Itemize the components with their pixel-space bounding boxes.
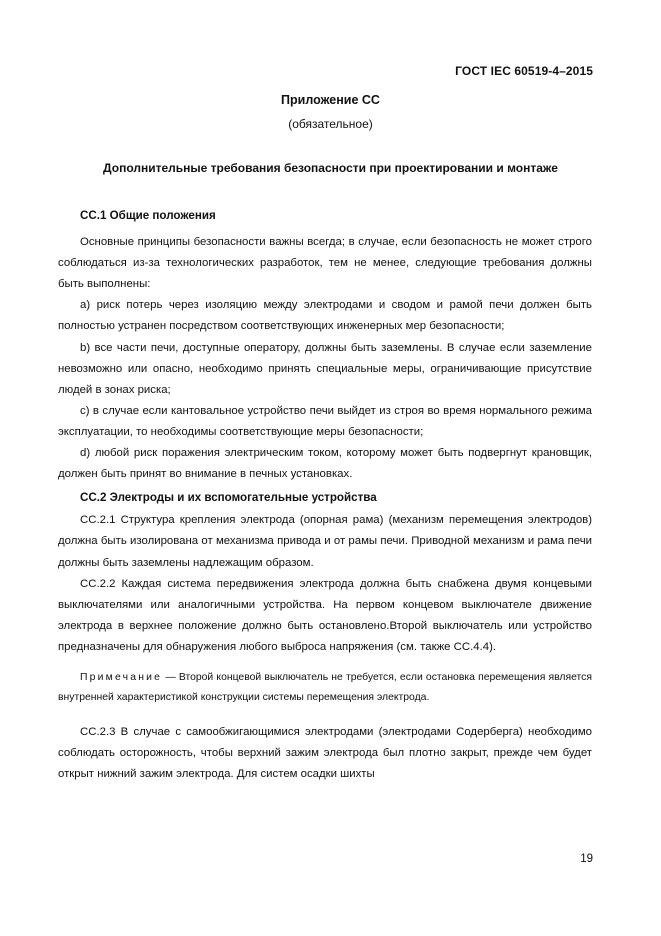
paragraph-cc-2-3: СС.2.3 В случае с самообжигающимися электродами (электродами Содерберга) необходимо соблюдать осторожность, чтобы верхний зажим электрода был плотно закрыт, прежде чем будет открыт нижний зажим электрода. Для систем осадки шихты <box>58 725 592 781</box>
section-heading-1: СС.1 Общие положения <box>80 209 216 222</box>
list-item-d: d) любой риск поражения электрическим током, которому может быть подвергнут крановщик, должен быть принят во внимание в печных установках. <box>58 447 592 481</box>
document-code: ГОСТ IEC 60519-4–2015 <box>455 64 593 78</box>
list-item-a: a) риск потерь через изоляцию между электродами и сводом и рамой печи должен быть полностью устранен посредством соответствующих инженерных мер безопасности; <box>58 299 592 333</box>
paragraph-intro: Основные принципы безопасности важны всегда; в случае, если безопасность не может строго соблюдаться из-за технологических разработок, тем не менее, следующие требования должны быть выполнены: <box>58 236 592 291</box>
page-number: 19 <box>580 853 593 865</box>
note-text: — Второй концевой выключатель не требуется, если остановка перемещения является внутренней характеристикой конструкции системы перемещения электрода. <box>58 671 592 703</box>
main-title: Дополнительные требования безопасности при проектировании и монтаже <box>103 161 558 175</box>
list-item-b: b) все части печи, доступные оператору, должны быть заземлены. В случае если заземление невозможно или опасно, необходимо принять специальные меры, ограничивающие присутствие людей в зонах риска; <box>58 341 592 396</box>
paragraph-cc-2-1: СС.2.1 Структура крепления электрода (опорная рама) (механизм перемещения электродов) должна быть изолирована от механизма привода и от рамы печи. Приводной механизм и рама печи должны быть заземлены надлежащим образом. <box>58 514 592 569</box>
note <box>58 668 592 708</box>
annex-subtitle: (обязательное) <box>288 117 373 131</box>
paragraph-cc-2-2: СС.2.2 Каждая система передвижения электрода должна быть снабжена двумя концевыми выключателями или аналогичными устройства. На первом концевом выключателе движение электрода в верхнее положение должно быть остановлено.Второй выключатель или устройство предназначены для обнаружения любого выброса напряжения (см. также СС.4.4). <box>58 577 592 653</box>
section-heading-2: СС.2 Электроды и их вспомогательные устройства <box>80 491 377 505</box>
note-label: Примечание <box>80 671 163 683</box>
body-text <box>58 205 592 785</box>
list-item-c: c) в случае если кантовальное устройство печи выйдет из строя во время нормального режима эксплуатации, то необходимы соответствующие меры безопасности; <box>58 404 592 438</box>
annex-title: Приложение СС <box>281 93 380 107</box>
